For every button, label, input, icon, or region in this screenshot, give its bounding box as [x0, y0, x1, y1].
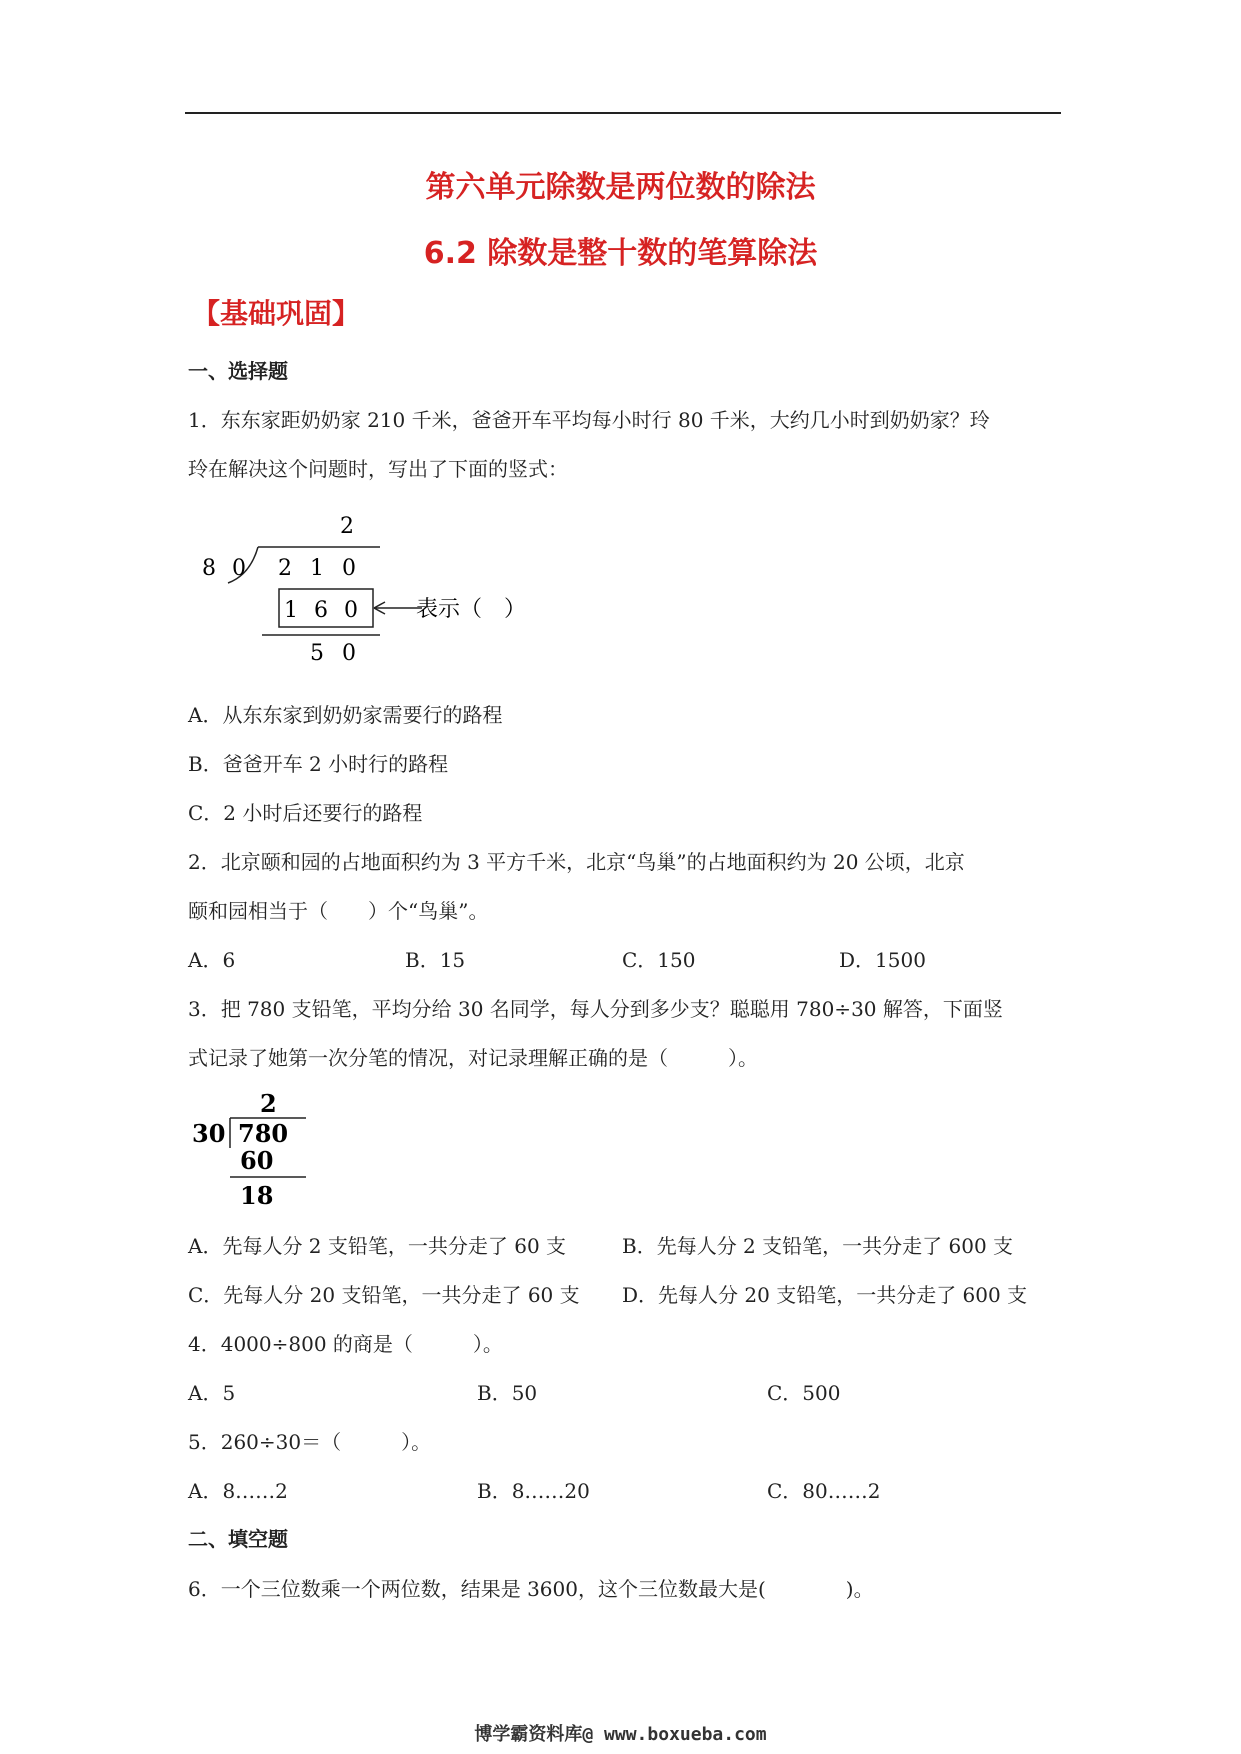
q1-product-digit3: 0: [344, 598, 358, 623]
q5-option-b: B．8……20: [477, 1479, 590, 1503]
header-rule: [185, 112, 1061, 114]
q5-line1: 5．260÷30＝（ ）。: [188, 1430, 432, 1454]
q2-option-b: B．15: [405, 948, 466, 972]
q3-option-d: D．先每人分 20 支铅笔，一共分走了 600 支: [622, 1283, 1028, 1307]
section-label: 【基础巩固】: [192, 297, 361, 330]
q1-line1: 1．东东家距奶奶家 210 千米，爸爸开车平均每小时行 80 千米，大约几小时到奶奶家？玲: [188, 408, 990, 432]
q3-line1: 3．把 780 支铅笔，平均分给 30 名同学，每人分到多少支？聪聪用 780÷30 解答，下面竖: [188, 997, 1003, 1021]
q2-line1: 2．北京颐和园的占地面积约为 3 平方千米，北京“鸟巢”的占地面积约为 20 公顷，北京: [188, 850, 965, 874]
q3-line2: 式记录了她第一次分笔的情况，对记录理解正确的是（ ）。: [188, 1046, 758, 1070]
q2-option-c: C．150: [622, 948, 696, 972]
q1-product-digit1: 1: [284, 598, 298, 623]
q3-long-division-diagram: [188, 1088, 328, 1214]
q1-remainder-digit2: 0: [342, 641, 356, 665]
q3-option-a: A．先每人分 2 支铅笔，一共分走了 60 支: [188, 1234, 567, 1258]
part2-heading: 二、填空题: [188, 1527, 288, 1551]
q3-remainder: 18: [240, 1181, 274, 1210]
q5-option-a: A．8……2: [188, 1479, 288, 1503]
q1-annotation: 表示（ ）: [416, 597, 527, 622]
part1-heading: 一、选择题: [188, 359, 288, 383]
q3-option-b: B．先每人分 2 支铅笔，一共分走了 600 支: [622, 1234, 1014, 1258]
q1-divisor-digit2: 0: [232, 556, 246, 581]
q2-line2: 颐和园相当于（ ）个“鸟巢”。: [188, 899, 489, 923]
q5-option-c: C．80……2: [767, 1479, 881, 1503]
q1-option-c: C．2 小时后还要行的路程: [188, 801, 423, 825]
q1-dividend-digit1: 2: [278, 556, 292, 581]
q2-option-d: D．1500: [839, 948, 926, 972]
q4-option-c: C．500: [767, 1381, 841, 1405]
footer-watermark: 博学霸资料库@ www.boxueba.com: [474, 1724, 767, 1745]
q1-remainder-digit1: 5: [310, 641, 324, 665]
q1-option-b: B．爸爸开车 2 小时行的路程: [188, 752, 449, 776]
q3-quotient: 2: [260, 1089, 277, 1118]
q3-dividend: 780: [238, 1119, 289, 1148]
q3-product: 60: [240, 1146, 274, 1175]
q1-divisor-digit1: 8: [202, 556, 216, 581]
lesson-title: 6.2 除数是整十数的笔算除法: [423, 236, 818, 271]
q1-long-division-diagram: [190, 505, 530, 665]
q4-option-b: B．50: [477, 1381, 538, 1405]
unit-title: 第六单元除数是两位数的除法: [425, 170, 816, 205]
q3-divisor: 30: [192, 1119, 226, 1148]
q2-option-a: A．6: [188, 948, 236, 972]
q1-option-a: A．从东东家到奶奶家需要行的路程: [188, 703, 503, 727]
q1-dividend-digit3: 0: [342, 556, 356, 581]
q1-dividend-digit2: 1: [310, 556, 324, 581]
q1-quotient: 2: [340, 514, 354, 539]
q3-option-c: C．先每人分 20 支铅笔，一共分走了 60 支: [188, 1283, 580, 1307]
q6-line1: 6．一个三位数乘一个两位数，结果是 3600，这个三位数最大是( )。: [188, 1577, 874, 1601]
q4-line1: 4．4000÷800 的商是（ ）。: [188, 1332, 503, 1356]
q4-option-a: A．5: [188, 1381, 236, 1405]
q1-product-digit2: 6: [314, 598, 328, 623]
q1-line2: 玲在解决这个问题时，写出了下面的竖式：: [188, 457, 568, 481]
